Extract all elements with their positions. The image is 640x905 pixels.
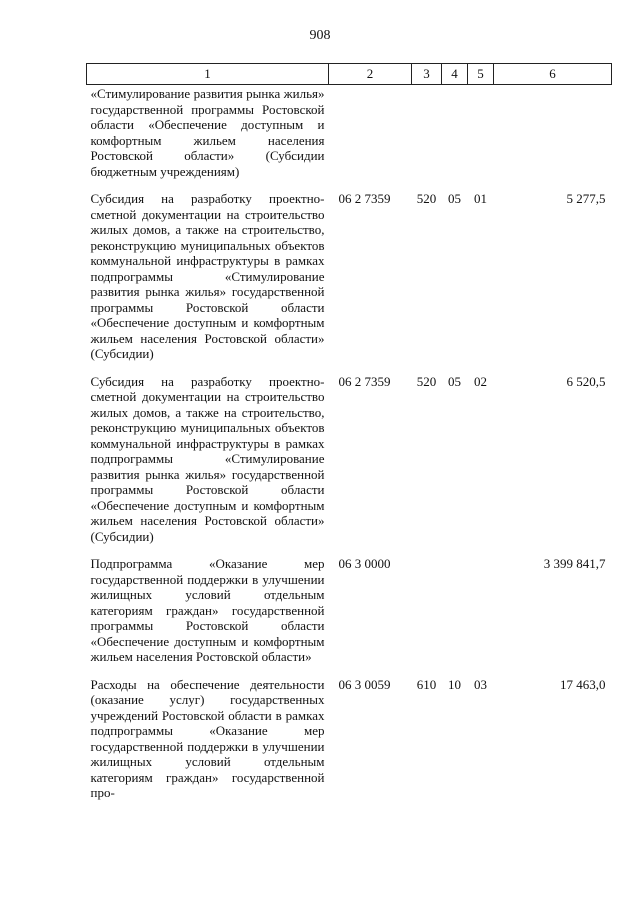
row-vr bbox=[412, 85, 442, 187]
row-pr bbox=[468, 85, 494, 187]
row-sum: 3 399 841,7 bbox=[543, 556, 606, 571]
table-row bbox=[87, 551, 612, 672]
row-pr: 02 bbox=[474, 373, 487, 389]
row-name: «Стимулирование развития рынка жилья» государственной программы Ростовской области «Обеспечение доступным и комфортным жильем населения Ростовской области» (Субсидии бюджетным учреждениям) bbox=[90, 86, 325, 179]
row-name: Субсидия на разработку проектно-сметной документации на строительство жилых домов, а также на строительство, реконструкцию муниципальных объектов коммунальной инфраструктуры в рамках подпрограммы «Стимулирование развития рынка жилья» государственной программы Ростовской области «Обеспечение доступным и комфортным жильем населения Ростовской области» (Субсидии) bbox=[90, 373, 325, 544]
page-number: 908 bbox=[309, 28, 331, 43]
row-sum: 17 463,0 bbox=[560, 676, 606, 692]
row-pr bbox=[468, 551, 494, 672]
row-sum: 5 277,5 bbox=[566, 191, 606, 206]
header-cell-vr: 3 bbox=[412, 64, 442, 85]
table-body bbox=[87, 85, 612, 801]
table-row bbox=[87, 186, 612, 369]
row-csr bbox=[329, 85, 412, 187]
row-vr: 610 bbox=[416, 676, 437, 692]
row-vr bbox=[412, 551, 442, 672]
row-rz: 05 bbox=[448, 191, 461, 206]
header-cell-pr: 5 bbox=[468, 64, 494, 85]
row-csr: 06 3 0059 bbox=[338, 676, 391, 692]
row-vr: 520 bbox=[416, 373, 437, 389]
row-rz bbox=[442, 551, 468, 672]
header-cell-rz: 4 bbox=[442, 64, 468, 85]
row-pr: 03 bbox=[474, 676, 487, 692]
header-cell-csr: 2 bbox=[329, 64, 412, 85]
row-rz: 10 bbox=[448, 676, 461, 692]
row-rz bbox=[442, 85, 468, 187]
row-name: Субсидия на разработку проектно-сметной документации на строительство жилых домов, а также на строительство, реконструкцию муниципальных объектов коммунальной инфраструктуры в рамках подпрограммы «Стимулирование развития рынка жилья» государственной программы Ростовской области «Обеспечение доступным и комфортным жильем населения Ростовской области» (Субсидии) bbox=[90, 191, 325, 361]
header-cell-sum: 6 bbox=[494, 64, 612, 85]
table-row bbox=[87, 369, 612, 552]
row-csr: 06 2 7359 bbox=[338, 191, 391, 206]
row-name: Подпрограмма «Оказание мер государственной поддержки в улучшении жилищных условий отдельным категориям граждан» государственной программы Ростовской области «Обеспечение доступным и комфортным жильем населения Ростовской области» bbox=[90, 556, 325, 664]
header-row bbox=[87, 64, 612, 85]
row-sum bbox=[494, 85, 612, 187]
row-rz: 05 bbox=[448, 373, 461, 389]
header-cell-name: 1 bbox=[87, 64, 329, 85]
table-row bbox=[87, 85, 612, 187]
table-header bbox=[87, 64, 612, 85]
row-csr: 06 2 7359 bbox=[338, 373, 391, 389]
row-vr: 520 bbox=[416, 191, 437, 206]
budget-table bbox=[86, 63, 612, 801]
row-name: Расходы на обеспечение деятельности (оказание услуг) государственных учреждений Ростовской области в рамках подпрограммы «Оказание мер государственной поддержки в улучшении жилищных условий отдельным категориям граждан» государственной про- bbox=[90, 676, 325, 800]
row-csr: 06 3 0000 bbox=[338, 556, 391, 571]
table-row bbox=[87, 672, 612, 801]
row-sum: 6 520,5 bbox=[566, 373, 606, 389]
row-pr: 01 bbox=[474, 191, 487, 206]
